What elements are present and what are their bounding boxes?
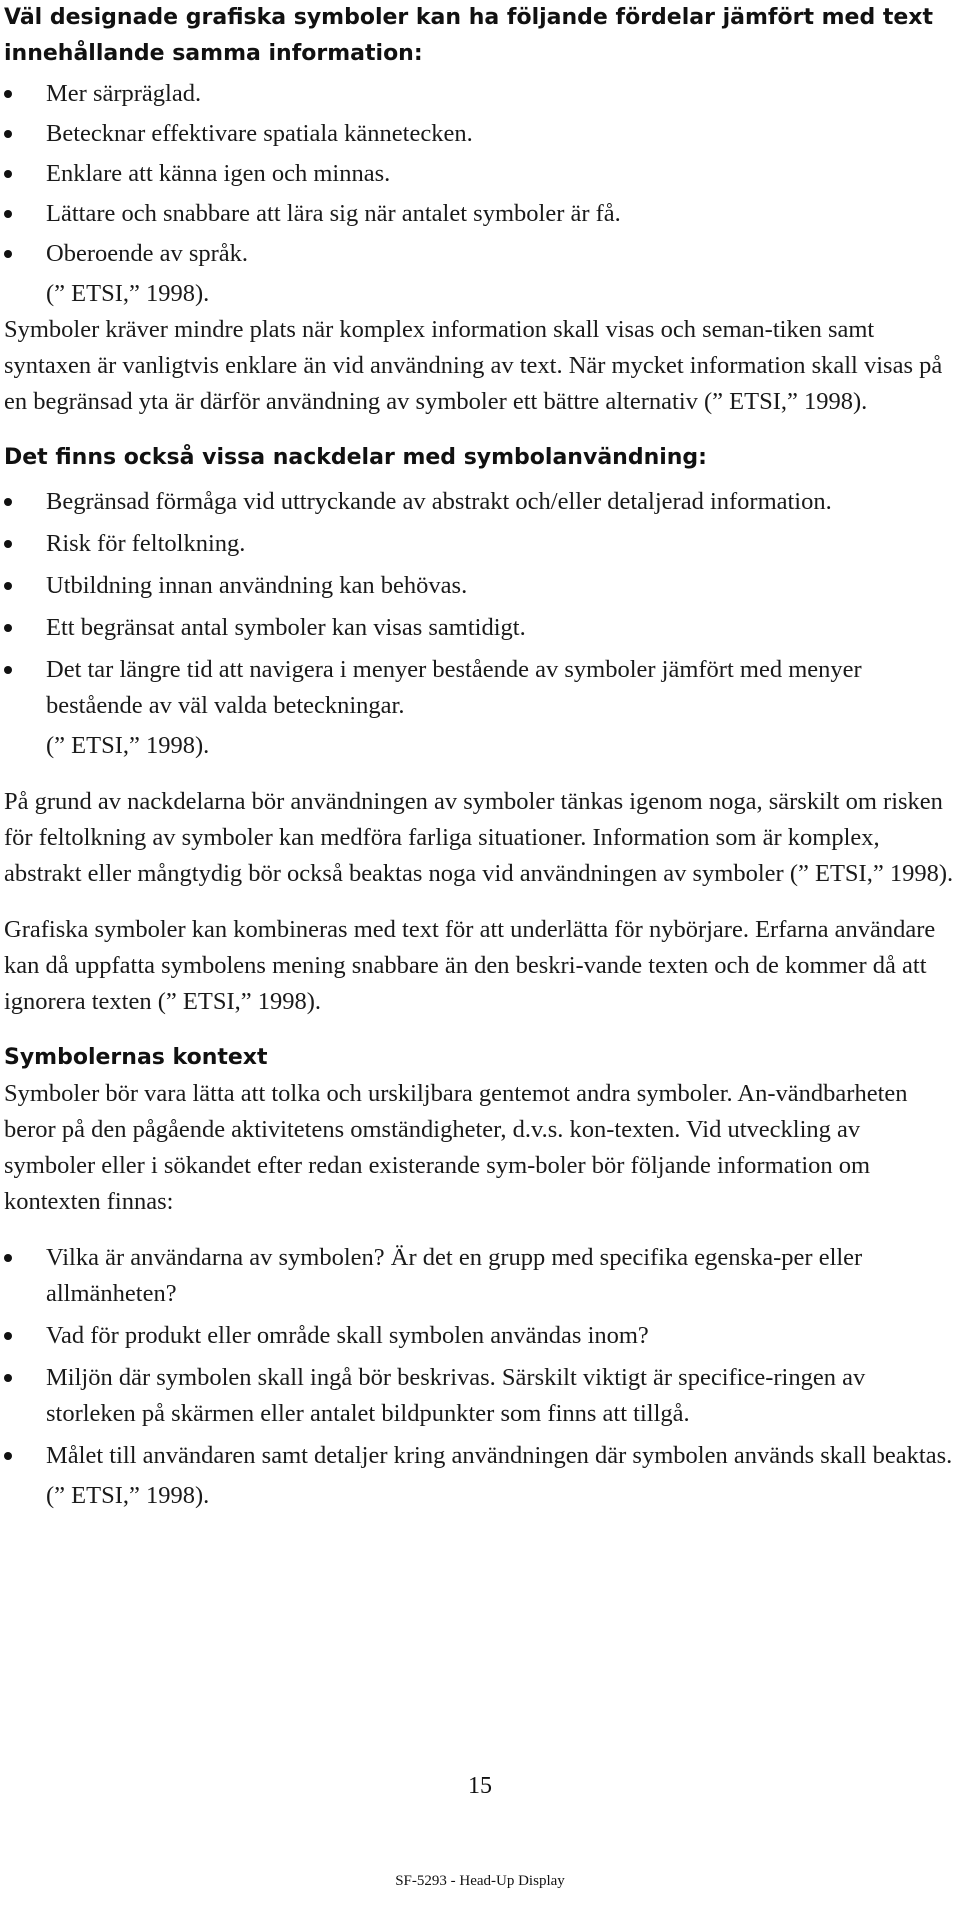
bullet-dot-icon <box>4 498 12 506</box>
paragraph: Symboler kräver mindre plats när komplex information skall visas och seman-tiken samt syntaxen är vanligtvis enklare än vid användning av text. När mycket information skall visas på en begränsad yta är därför användning av symboler ett bättre alternativ (” ETSI,” 1998). <box>4 316 943 415</box>
paragraph: Symboler bör vara lätta att tolka och urskiljbara gentemot andra symboler. An-vändbarheten beror på den pågående aktivitetens omständigheter, d.v.s. kon-texten. Vid utveckling av symboler eller i sökandet efter redan existerande sym-boler bör följande information om kontexten finnas: <box>4 1080 908 1215</box>
disadvantages-list <box>4 484 954 724</box>
document-label: SF-5293 - Head-Up Display <box>395 1873 565 1889</box>
bullet-dot-icon <box>4 1254 12 1262</box>
page-number: 15 <box>468 1773 492 1799</box>
list-item: Mer särpräglad. <box>4 76 954 112</box>
bullet-dot-icon <box>4 90 12 98</box>
list-item: Risk för feltolkning. <box>4 526 954 562</box>
advantages-list <box>4 76 954 272</box>
paragraph: Grafiska symboler kan kombineras med text för att underlätta för nybörjare. Erfarna användare kan då uppfatta symbolens mening snabbare än den beskri-vande texten och de kommer då att ignorera texten (” ETSI,” 1998). <box>4 916 936 1015</box>
disadvantages-heading: Det finns också vissa nackdelar med symbolanvändning: <box>4 445 707 470</box>
citation: (” ETSI,” 1998). <box>46 732 210 759</box>
bullet-dot-icon <box>4 210 12 218</box>
list-item: Miljön där symbolen skall ingå bör beskrivas. Särskilt viktigt är specifice-ringen av storleken på skärmen eller antalet bildpunkter som finns att tillgå. <box>4 1360 954 1432</box>
bullet-dot-icon <box>4 130 12 138</box>
bullet-dot-icon <box>4 1374 12 1382</box>
advantages-heading: Väl designade grafiska symboler kan ha följande fördelar jämfört med text innehållande samma information: <box>4 5 934 66</box>
bullet-dot-icon <box>4 582 12 590</box>
list-item: Det tar längre tid att navigera i menyer bestående av symboler jämfört med menyer bestående av väl valda beteckningar. <box>4 652 954 724</box>
bullet-dot-icon <box>4 250 12 258</box>
list-item: Oberoende av språk. <box>4 236 954 272</box>
bullet-dot-icon <box>4 170 12 178</box>
paragraph: På grund av nackdelarna bör användningen av symboler tänkas igenom noga, särskilt om risken för feltolkning av symboler kan medföra farliga situationer. Information som är komplex, abstrakt eller mångtydig bör också beaktas noga vid användningen av symboler (” ETSI,” 1998). <box>4 788 954 887</box>
list-item: Betecknar effektivare spatiala kännetecken. <box>4 116 954 152</box>
bullet-dot-icon <box>4 624 12 632</box>
citation: (” ETSI,” 1998). <box>46 1482 210 1509</box>
context-heading: Symbolernas kontext <box>4 1045 268 1070</box>
bullet-dot-icon <box>4 540 12 548</box>
list-item: Ett begränsat antal symboler kan visas samtidigt. <box>4 610 954 646</box>
bullet-dot-icon <box>4 1452 12 1460</box>
list-item: Målet till användaren samt detaljer kring användningen där symbolen används skall beaktas. <box>4 1438 954 1474</box>
list-item: Enklare att känna igen och minnas. <box>4 156 954 192</box>
list-item: Begränsad förmåga vid uttryckande av abstrakt och/eller detaljerad information. <box>4 484 954 520</box>
bullet-dot-icon <box>4 666 12 674</box>
context-list <box>4 1240 954 1474</box>
list-item: Vilka är användarna av symbolen? Är det en grupp med specifika egenska-per eller allmänheten? <box>4 1240 954 1312</box>
list-item: Vad för produkt eller område skall symbolen användas inom? <box>4 1318 954 1354</box>
bullet-dot-icon <box>4 1332 12 1340</box>
citation: (” ETSI,” 1998). <box>46 280 210 307</box>
list-item: Lättare och snabbare att lära sig när antalet symboler är få. <box>4 196 954 232</box>
list-item: Utbildning innan användning kan behövas. <box>4 568 954 604</box>
